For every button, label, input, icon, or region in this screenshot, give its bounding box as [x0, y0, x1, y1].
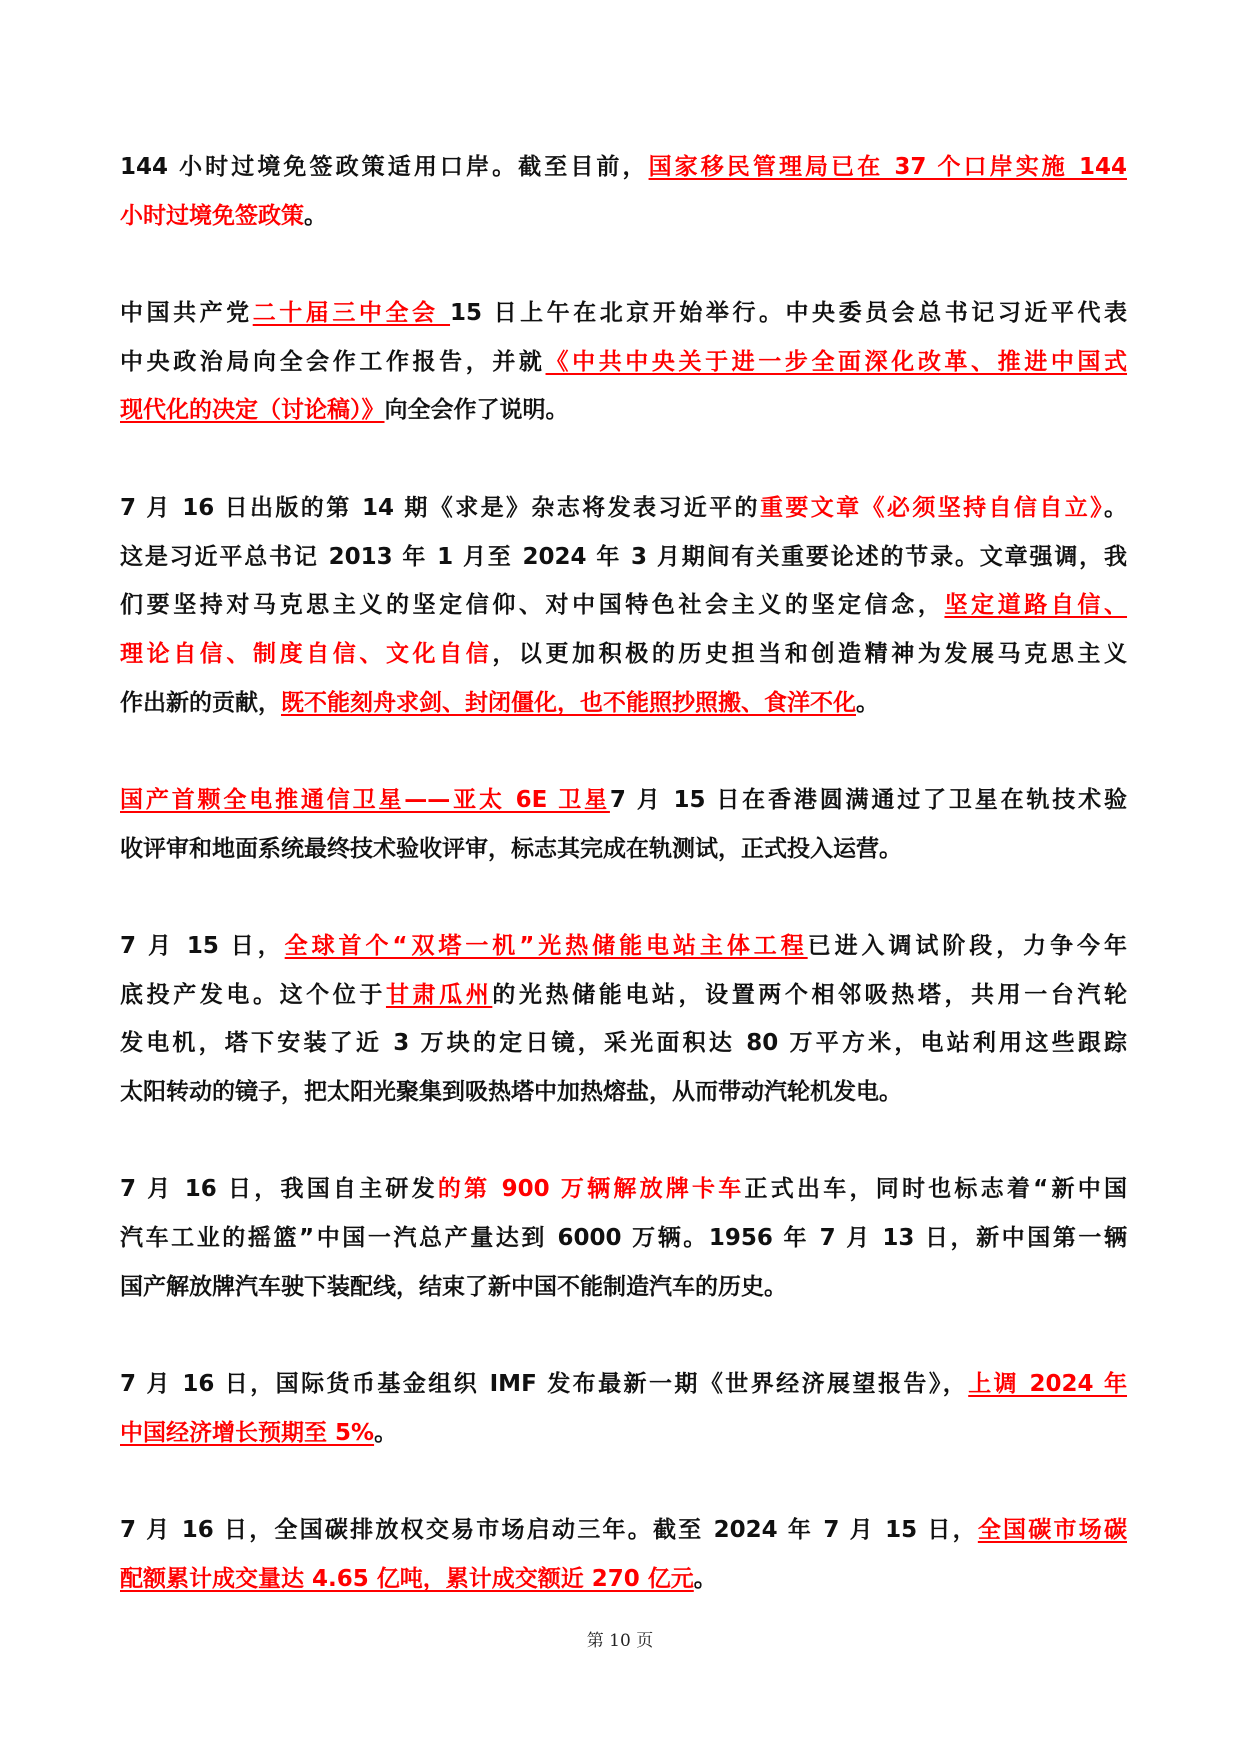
body-text: 7 月 16 日，国际货币基金组织 IMF 发布最新一期《世界经济展望报告》， [120, 1371, 969, 1398]
paragraph [120, 143, 1127, 240]
body-text: 汽车工业的摇篮”中国一汽总产量达到 6000 万辆。1956 年 7 月 13 日，新中国第一辆 [120, 1225, 1127, 1252]
body-text: 已进入调试阶段，力争今年 [807, 933, 1127, 959]
text-line [120, 1409, 1127, 1458]
text-line [120, 289, 1127, 338]
highlighted-text: 的第 900 万辆解放牌卡车 [437, 1176, 745, 1203]
body-text: 7 月 16 日出版的第 14 期《求是》杂志将发表习近平的 [120, 494, 760, 521]
highlighted-text: 小时过境免签政策 [120, 202, 304, 229]
body-text: 太阳转动的镜子，把太阳光聚集到吸热塔中加热熔盐，从而带动汽轮机发电。 [120, 1079, 902, 1106]
text-line [120, 1214, 1127, 1263]
body-text: 7 月 15 日， [120, 933, 285, 959]
body-text: 正式出车，同时也标志着“新中国 [744, 1176, 1127, 1203]
highlighted-link-text[interactable]: 上调 2024 年 [968, 1371, 1127, 1398]
text-line [120, 1263, 1127, 1312]
paragraph [120, 922, 1127, 1117]
highlighted-link-text[interactable]: 二十届三中全会 [252, 300, 451, 327]
highlighted-link-text[interactable]: 现代化的决定（讨论稿）》 [120, 397, 385, 424]
text-line [120, 1068, 1127, 1117]
highlighted-link-text[interactable]: 既不能刻舟求剑、封闭僵化，也不能照抄照搬、食洋不化 [281, 689, 856, 716]
body-text: 的光热储能电站，设置两个相邻吸热塔，共用一台汽轮 [492, 981, 1128, 1008]
paragraph [120, 289, 1127, 435]
text-line [120, 143, 1127, 192]
body-text: 。 [856, 689, 879, 716]
highlighted-link-text[interactable]: 坚定道路自信、 [944, 592, 1128, 619]
text-line [120, 338, 1127, 387]
text-line [120, 776, 1127, 825]
highlighted-link-text[interactable]: 全球首个“双塔一机”光热储能电站主体工程 [284, 933, 808, 959]
text-line [120, 581, 1127, 630]
text-line [120, 484, 1127, 533]
text-line [120, 533, 1127, 582]
body-text: 中央政治局向全会作工作报告，并就 [120, 348, 546, 375]
paragraph [120, 1165, 1127, 1311]
text-line [120, 971, 1127, 1020]
body-text: 7 月 15 日在香港圆满通过了卫星在轨技术验 [609, 786, 1127, 813]
highlighted-link-text[interactable]: 全国碳市场碳 [977, 1517, 1127, 1544]
body-text: 15 日上午在北京开始举行。中央委员会总书记习近平代表 [450, 300, 1127, 327]
highlighted-link-text[interactable]: 国家移民管理局已在 37 个口岸实施 144 [648, 154, 1127, 180]
highlighted-text: 理论自信、制度自信、文化自信 [120, 640, 493, 667]
paragraph [120, 1506, 1127, 1603]
body-text: 。 [1104, 494, 1127, 521]
highlighted-link-text[interactable]: 中国经济增长预期至 5% [120, 1419, 375, 1446]
paragraph [120, 776, 1127, 873]
body-text: 。 [374, 1419, 398, 1446]
highlighted-link-text[interactable]: 配额累计成交量达 4.65 亿吨，累计成交额近 270 亿元 [120, 1565, 694, 1592]
text-line [120, 825, 1127, 874]
text-line [120, 1555, 1127, 1604]
highlighted-text: 重要文章《必须坚持自信自立》 [759, 494, 1104, 521]
body-text: 底投产发电。这个位于 [120, 981, 386, 1008]
body-text: 发电机，塔下安装了近 3 万块的定日镜，采光面积达 80 万平方米，电站利用这些跟踪 [120, 1030, 1127, 1057]
body-text: 们要坚持对马克思主义的坚定信仰、对中国特色社会主义的坚定信念， [120, 592, 945, 619]
paragraph [120, 1360, 1127, 1457]
paragraph [120, 484, 1127, 727]
highlighted-link-text[interactable]: 《中共中央关于进一步全面深化改革、推进中国式 [545, 348, 1128, 375]
body-text: 作出新的贡献， [120, 689, 281, 716]
text-line [120, 1019, 1127, 1068]
body-text: 收评审和地面系统最终技术验收评审，标志其完成在轨测试，正式投入运营。 [120, 835, 902, 862]
body-text: 7 月 16 日，我国自主研发 [120, 1176, 438, 1203]
body-text: 144 小时过境免签政策适用口岸。截至目前， [120, 154, 649, 180]
body-text: 国产解放牌汽车驶下装配线，结束了新中国不能制造汽车的历史。 [120, 1273, 787, 1300]
text-line [120, 922, 1127, 971]
text-line [120, 192, 1127, 241]
document-body [120, 143, 1127, 1652]
body-text: 这是习近平总书记 2013 年 1 月至 2024 年 3 月期间有关重要论述的节录。文章强调，我 [120, 543, 1127, 570]
page-number: 第 10 页 [586, 1631, 654, 1651]
body-text: ，以更加积极的历史担当和创造精神为发展马克思主义 [492, 640, 1128, 667]
text-line [120, 386, 1127, 435]
body-text: 。 [304, 202, 327, 229]
highlighted-link-text[interactable]: 国产首颗全电推通信卫星——亚太 6E 卫星 [120, 786, 610, 813]
text-line [120, 630, 1127, 679]
text-line [120, 1360, 1127, 1409]
text-line [120, 1165, 1127, 1214]
highlighted-link-text[interactable]: 甘肃瓜州 [385, 981, 493, 1008]
text-line [120, 1506, 1127, 1555]
text-line [120, 679, 1127, 728]
body-text: 7 月 16 日，全国碳排放权交易市场启动三年。截至 2024 年 7 月 15 日， [120, 1517, 978, 1544]
body-text: 中国共产党 [120, 300, 253, 327]
body-text: 向全会作了说明。 [384, 397, 569, 424]
body-text: 。 [693, 1565, 717, 1592]
